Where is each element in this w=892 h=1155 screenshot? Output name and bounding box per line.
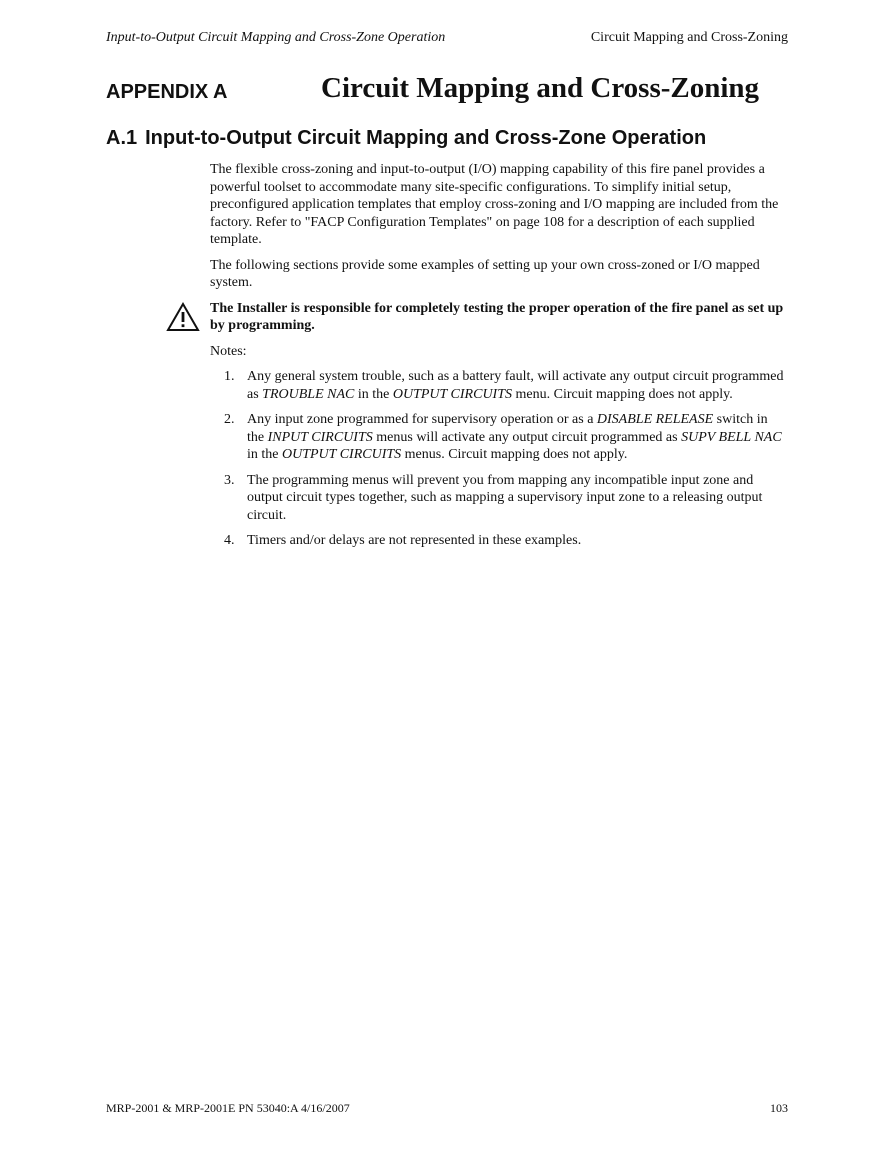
running-header	[106, 30, 788, 50]
note-item	[210, 532, 788, 550]
note-number: 1.	[224, 369, 235, 384]
note-emphasis: OUTPUT CIRCUITS	[282, 447, 402, 462]
notes-label: Notes:	[210, 343, 247, 359]
note-text	[247, 369, 784, 402]
section-body	[210, 161, 788, 558]
footer-document-id: MRP-2001 & MRP-2001E PN 53040:A 4/16/2007	[106, 1101, 350, 1115]
note-text-run: Any general system trouble, such as a battery fault, will activate any output circuit programmed as	[247, 369, 784, 402]
note-number: 2.	[224, 412, 235, 427]
warning-triangle-icon	[166, 302, 200, 332]
note-item	[210, 472, 788, 525]
warning-text: The Installer is responsible for completely testing the proper operation of the fire panel as set up by programming.	[210, 300, 784, 333]
note-text-run: The programming menus will prevent you from mapping any incompatible input zone and output circuit types together, such as mapping a supervisory input zone to a releasing output circuit.	[247, 472, 763, 523]
note-emphasis: TROUBLE NAC	[262, 386, 355, 402]
appendix-heading	[106, 72, 806, 108]
note-emphasis: INPUT CIRCUITS	[267, 429, 373, 445]
note-text-run: menus. Circuit mapping does not apply.	[401, 447, 628, 462]
page-number: 103	[770, 1101, 788, 1115]
note-text-run: Any input zone programmed for supervisory operation or as a	[247, 412, 597, 427]
header-chapter-title: Input-to-Output Circuit Mapping and Cross-Zone Operation	[106, 30, 446, 45]
warning-callout	[210, 300, 788, 335]
note-text	[247, 412, 782, 462]
note-text-run: in the	[247, 447, 282, 462]
note-number: 4.	[224, 533, 235, 548]
examples-paragraph: The following sections provide some examples of setting up your own cross-zoned or I/O mapped system.	[210, 257, 760, 290]
note-number: 3.	[224, 472, 235, 488]
section-title: Input-to-Output Circuit Mapping and Cross-Zone Operation	[145, 127, 707, 149]
note-item	[210, 411, 788, 464]
note-text-run: menu. Circuit mapping does not apply.	[512, 386, 733, 402]
note-text-run: Timers and/or delays are not represented in these examples.	[247, 533, 582, 548]
running-footer	[106, 1101, 788, 1119]
note-text	[247, 473, 762, 523]
note-text-run: menus will activate any output circuit programmed as	[372, 429, 682, 445]
note-emphasis: OUTPUT CIRCUITS	[392, 386, 513, 402]
intro-paragraph: The flexible cross-zoning and input-to-output (I/O) mapping capability of this fire panel provides a powerful toolset to accommodate many site-specific configurations. To simplify initial setup, preconfigured application templates that employ cross-zoning and I/O mapping are included from the factory. Refer to "FACP Configuration Templates" on page 108 for a description of each supplied template.	[210, 162, 779, 247]
note-text	[247, 533, 581, 548]
note-emphasis: DISABLE RELEASE	[596, 412, 714, 427]
note-item	[210, 368, 788, 403]
section-heading	[106, 127, 706, 150]
section-number: A.1	[106, 127, 138, 149]
note-emphasis: SUPV BELL NAC	[681, 429, 782, 445]
appendix-title: Circuit Mapping and Cross-Zoning	[321, 72, 760, 104]
note-text-run: in the	[354, 386, 393, 402]
header-section-title: Circuit Mapping and Cross-Zoning	[590, 30, 788, 45]
appendix-label: APPENDIX A	[106, 81, 228, 103]
note-text-run: switch in the	[247, 412, 768, 445]
notes-list	[210, 368, 788, 550]
